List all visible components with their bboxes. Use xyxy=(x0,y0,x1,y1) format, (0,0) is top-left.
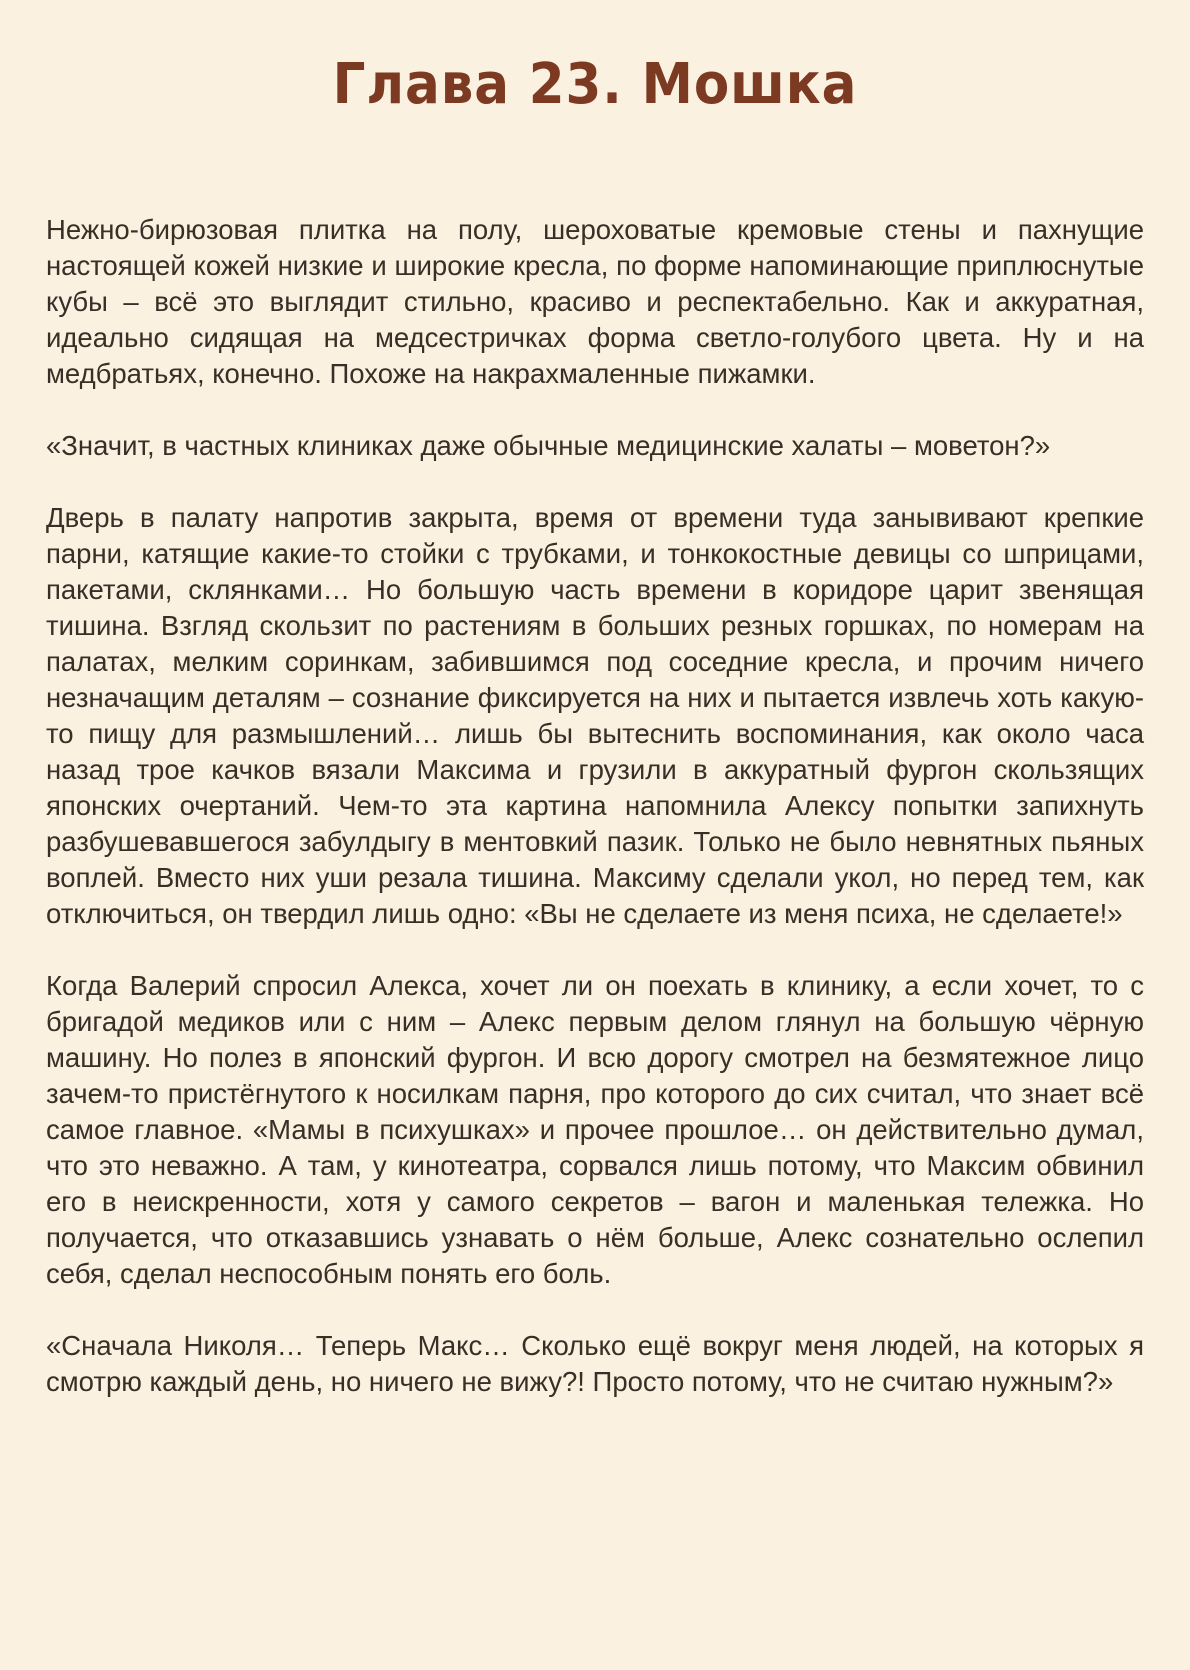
paragraph: Когда Валерий спросил Алекса, хочет ли он поехать в клинику, а если хочет, то с бригадой медиков или с ним – Алекс первым делом глянул на большую чёрную машину. Но полез в японский фургон. И всю дорогу смотрел на безмятежное лицо зачем-то пристёгнутого к носилкам парня, про которого до сих считал, что знает всё самое главное. «Мамы в психушках» и прочее прошлое… он действительно думал, что это неважно. А там, у кинотеатра, сорвался лишь потому, что Максим обвинил его в неискренности, хотя у самого секретов – вагон и маленькая тележка. Но получается, что отказавшись узнавать о нём больше, Алекс сознательно ослепил себя, сделал неспособным понять его боль. xyxy=(46,970,1144,1289)
chapter-body xyxy=(46,212,1144,1436)
chapter-title: Глава 23. Мошка xyxy=(332,52,858,117)
paragraph: «Сначала Николя… Теперь Макс… Сколько ещё вокруг меня людей, на которых я смотрю каждый день, но ничего не вижу?! Просто потому, что не считаю нужным?» xyxy=(46,1330,1144,1397)
paragraph: Нежно-бирюзовая плитка на полу, шероховатые кремовые стены и пахнущие настоящей кожей низкие и широкие кресла, по форме напоминающие приплюснутые кубы – всё это выглядит стильно, красиво и респектабельно. Как и аккуратная, идеально сидящая на медсестричках форма светло-голубого цвета. Ну и на медбратьях, конечно. Похоже на накрахмаленные пижамки. xyxy=(46,214,1144,389)
paragraph: Дверь в палату напротив закрыта, время от времени туда занывивают крепкие парни, катящие какие-то стойки с трубками, и тонкокостные девицы со шприцами, пакетами, склянками… Но большую часть времени в коридоре царит звенящая тишина. Взгляд скользит по растениям в больших резных горшках, по номерам на палатах, мелким соринкам, забившимся под соседние кресла, и прочим ничего незначащим деталям – сознание фиксируется на них и пытается извлечь хоть какую-то пищу для размышлений… лишь бы вытеснить воспоминания, как около часа назад трое качков вязали Максима и грузили в аккуратный фургон скользящих японских очертаний. Чем-то эта картина напомнила Алексу попытки запихнуть разбушевавшегося забулдыгу в ментовкий пазик. Только не было невнятных пьяных воплей. Вместо них уши резала тишина. Максиму сделали укол, но перед тем, как отключиться, он твердил лишь одно: «Вы не сделаете из меня психа, не сделаете!» xyxy=(46,502,1144,929)
paragraph: «Значит, в частных клиниках даже обычные медицинские халаты – моветон?» xyxy=(46,430,1051,461)
